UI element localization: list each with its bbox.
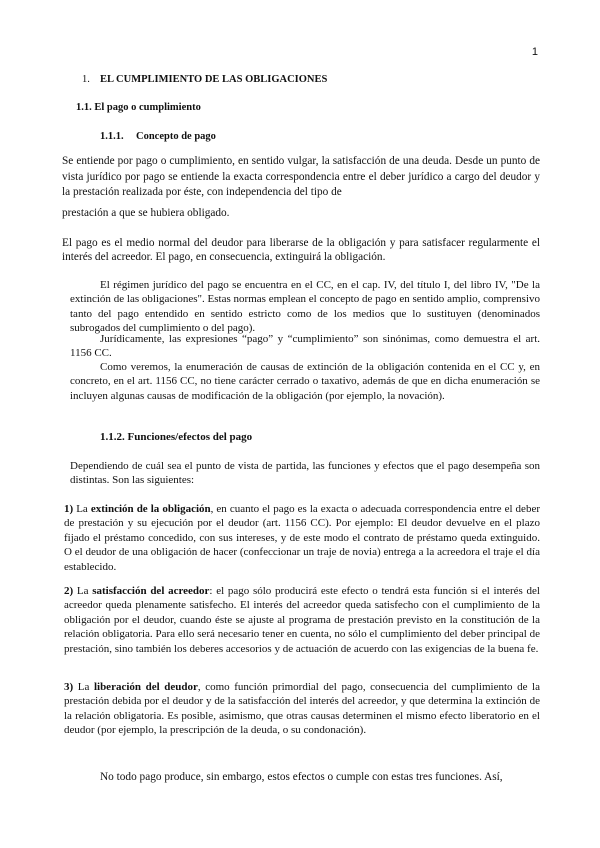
list-item-number: 1) <box>64 503 74 515</box>
paragraph-normal-means: El pago es el medio normal del deudor para liberarse de la obligación y para satisfacer regularmente el interés del acreedor. El pago, en consecuencia, extinguirá la obligación. <box>62 237 540 264</box>
page-number: 1 <box>531 46 538 58</box>
list-item-extinction <box>64 502 540 574</box>
list-item-term: liberación del deudor <box>93 681 198 693</box>
paragraph-enumeration: Como veremos, la enumeración de causas de extinción de la obligación contenida en el CC y, en concreto, en el art. 1156 CC, no tiene carácter cerrado o taxativo, además de que en dicha enumeración se incluyen algunas causas de modificación de la obligación (por ejemplo, la novación). <box>70 361 540 402</box>
paragraph-closing: No todo pago produce, sin embargo, estos efectos o cumple con estas tres funciones. Así, <box>100 771 503 783</box>
list-item-pre: La <box>73 503 91 515</box>
paragraph-legal-regime: El régimen jurídico del pago se encuentra en el CC, en el cap. IV, del título I, del libro IV, "De la extinción de las obligaciones". Estas normas emplean el concepto de pago en sentido amplio, comprensivo tanto del pago entendido en sentido estricto como de los medios que lo sustituyen (denominados subrogados del cumplimiento o del pago). <box>70 279 540 335</box>
list-item-pre: La <box>73 681 94 693</box>
heading-chapter-text: EL CUMPLIMIENTO DE LAS OBLIGACIONES <box>100 74 328 85</box>
paragraph-functions-intro: Dependiendo de cuál sea el punto de vista de partida, las funciones y efectos que el pago desempeña son distintas. Son las siguientes: <box>70 460 540 487</box>
list-item-text: , como función primordial del pago, consecuencia del cumplimiento de la prestación debida por el deudor y de la satisfacción del interés del acreedor, y que determina la extinción de la relación obligatoria. Es posible, asimismo, que otras causas determinen el mismo efecto liberatorio en el deudor (por ejemplo, la prescripción de la deuda, o su condonación). <box>64 681 540 737</box>
heading-subsection-1-1-1 <box>100 131 216 142</box>
list-item-number: 2) <box>64 585 74 597</box>
list-item-text: , en cuanto el pago es la exacta o adecuada correspondencia entre el deber de prestación y su ejecución por el deudor (art. 1156 CC). Por ejemplo: El deudor devuelve en el plazo fijado el préstamo concedido, con sus intereses, y de este modo el contrato de préstamo queda extinguido. O el deudor de una obligación de hacer (confeccionar un traje de novia) entrega a la acreedora el traje el día establecido. <box>64 503 540 573</box>
heading-chapter-number: 1. <box>82 74 90 85</box>
heading-subsection-number: 1.1.1. <box>100 131 124 142</box>
paragraph-definition-continued: prestación a que se hubiera obligado. <box>62 207 230 219</box>
list-item-term: satisfacción del acreedor <box>92 585 210 597</box>
list-item-satisfaction <box>64 584 540 656</box>
heading-subsection-1-1-2: 1.1.2. Funciones/efectos del pago <box>100 431 253 443</box>
list-item-pre: La <box>73 585 93 597</box>
list-item-text: : el pago sólo producirá este efecto o tendrá esta función si el interés del acreedor queda plenamente satisfecho. El interés del acreedor queda satisfecho con el cumplimiento de la obligación por el deudor, cuando éste se ajuste al programa de prestación previsto en la constitución de la relación obligatoria. Para ello será necesario tener en cuenta, no sólo el cumplimiento del deber principal de prestación, sino también los deberes accesorios y de actuación de acuerdo con las exigencias de la buena fe. <box>64 585 540 655</box>
list-item-liberation <box>64 680 540 738</box>
heading-section-1-1: 1.1. El pago o cumplimiento <box>76 102 201 113</box>
heading-chapter-1 <box>82 74 327 85</box>
paragraph-definition: Se entiende por pago o cumplimiento, en sentido vulgar, la satisfacción de una deuda. Desde un punto de vista jurídico por pago se entiende la exacta correspondencia entre el deber jurídico a cargo del deudor y la prestación realizada por éste, con independencia del tipo de <box>62 155 540 198</box>
list-item-number: 3) <box>64 681 74 693</box>
heading-subsection-text: Concepto de pago <box>136 131 216 142</box>
list-item-term: extinción de la obligación <box>90 503 211 515</box>
paragraph-synonyms: Jurídicamente, las expresiones “pago” y “cumplimiento” son sinónimas, como demuestra el art. 1156 CC. <box>70 333 540 360</box>
